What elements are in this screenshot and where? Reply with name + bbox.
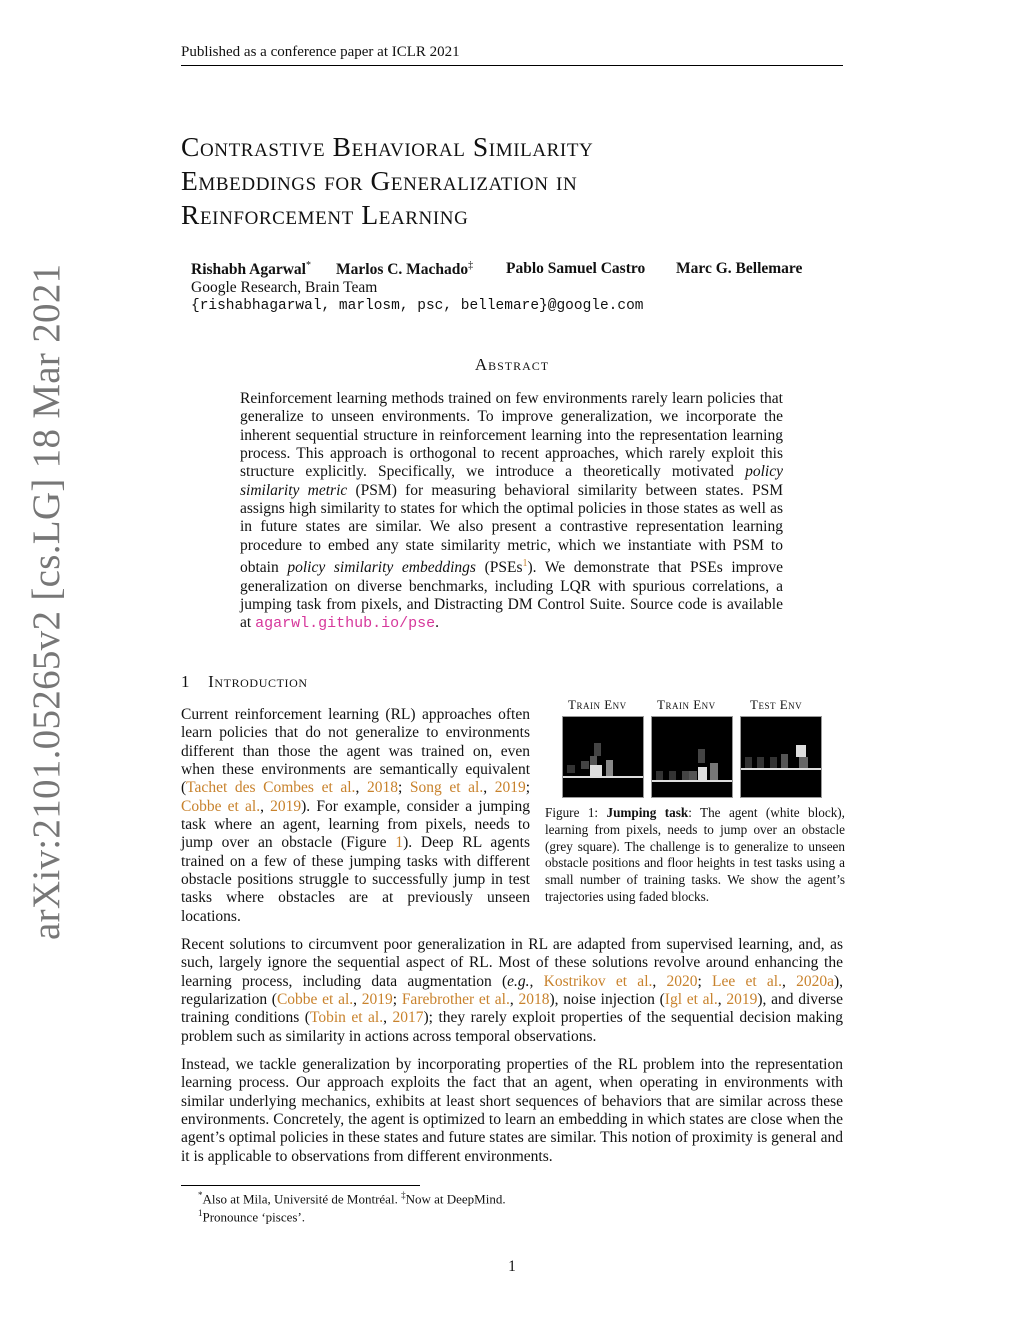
footnote-1: *Also at Mila, Université de Montréal. ‡Now at DeepMind. xyxy=(198,1190,506,1207)
citation-year[interactable]: 2017 xyxy=(392,1009,424,1027)
affiliation: Google Research, Brain Team xyxy=(191,279,378,296)
test-env-image xyxy=(741,717,821,797)
citation-year[interactable]: 2019 xyxy=(494,779,526,797)
intro-paragraph-1: Current reinforcement learning (RL) approaches often learn policies that do not generalize to environments different than those the agent was trained on, even when these environments are semantically equivalent (Tachet des Combes et al., 2018; Song et al., 2019; Cobbe et al., 2019). For example, consider a jumping task where an agent, learning from pixels, needs to jump over an obstacle (Figure 1). Deep RL agents trained on a few of these jumping tasks with different obstacle positions struggle to successfully jump in test tasks where obstacles are at previously unseen locations. xyxy=(181,706,531,925)
trajectory-block xyxy=(682,771,689,780)
citation[interactable]: Tobin et al. xyxy=(309,1009,384,1027)
footnote-rule xyxy=(181,1185,420,1186)
figure-label-train-2: Train Env xyxy=(657,697,716,712)
trajectory-block xyxy=(656,771,663,780)
intro-paragraph-2: Recent solutions to circumvent poor generalization in RL are adapted from supervised learning, and, as such, largely ignore the sequential aspect of RL. Most of these solutions revolve around enhancing the learning process, including data augmentation (e.g., Kostrikov et al., 2020; Lee et al., 2020a), regularization (Cobbe et al., 2019; Farebrother et al., 2018), noise injection (Igl et al., 2019), and diverse training conditions (Tobin et al., 2017); they rarely exploit properties of the sequential decision making problem such as similarity in actions across temporal observations. xyxy=(181,936,844,1045)
citation[interactable]: Tachet des Combes et al. xyxy=(186,779,356,797)
trajectory-block xyxy=(669,771,676,780)
citation[interactable]: Farebrother et al. xyxy=(401,991,510,1009)
trajectory-block xyxy=(770,757,777,768)
agent-block xyxy=(590,765,602,776)
header-rule xyxy=(181,65,843,66)
floor-line xyxy=(741,768,821,770)
citation-year[interactable]: 2019 xyxy=(270,797,302,815)
abstract-heading: Abstract xyxy=(474,355,550,374)
figure-label-test: Test Env xyxy=(750,697,803,712)
page-number: 1 xyxy=(508,1258,516,1275)
obstacle-block xyxy=(710,763,718,780)
trajectory-block xyxy=(781,754,788,768)
title-line-2: Embeddings for Generalization in xyxy=(181,165,578,196)
footnote-ref[interactable]: 1 xyxy=(522,558,528,570)
obstacle-block xyxy=(606,760,613,776)
section-heading: 1 Introduction xyxy=(181,672,308,691)
author-4: Marc G. Bellemare xyxy=(676,260,803,277)
author-2: Marlos C. Machado‡ xyxy=(336,260,474,279)
trajectory-block xyxy=(698,749,705,763)
trajectory-block xyxy=(590,756,597,766)
citation-year[interactable]: 2020a xyxy=(796,972,834,990)
footnote-2: $^1$Pronounce ‘pisces’. xyxy=(198,1208,306,1225)
citation[interactable]: Cobbe et al. xyxy=(276,991,354,1009)
intro-paragraph-3: Instead, we tackle generalization by incorporating properties of the RL problem into the representation learning process. Our approach exploits the fact that an agent, when operating in environments with similar underlying mechanics, exhibits at least short sequences of behaviors that are similar across these environments. Concretely, the agent is optimized to learn an embedding in which states are close when the agent’s optimal policies in these states and future states are similar. This notion of proximity is general and it is applicable to observations from different environments. xyxy=(181,1056,843,1165)
figure-label-train-1: Train Env xyxy=(568,697,627,712)
trajectory-block xyxy=(567,765,575,773)
citation-year[interactable]: 2018 xyxy=(518,991,550,1009)
citation[interactable]: Cobbe et al. xyxy=(181,797,261,815)
arxiv-stamp: arXiv:2101.05265v2 [cs.LG] 18 Mar 2021 xyxy=(25,263,68,940)
citation-year[interactable]: 2018 xyxy=(366,779,398,797)
abstract-body: Reinforcement learning methods trained on few environments rarely learn policies that generalize to unseen environments. To improve generalization, we incorporate the inherent sequential structure in reinforcement learning into the representation learning process. This approach is orthogonal to recent approaches, which rarely exploit this structure explicitly. Specifically, we introduce a theoretically motivated policy similarity metric (PSM) for measuring behavioral similarity between states. PSM assigns high similarity to states for which the optimal policies in those states as well as in future states are similar. We also present a contrastive representation learning procedure to embed any state similarity metric, which we instantiate with PSM to obtain policy similarity embeddings (PSEs$^1$). We demonstrate that PSEs improve generalization on diverse benchmarks, including LQR with spurious correlations, a jumping task from pixels, and Distracting DM Control Suite. Source code is available at agarwl.github.io/pse. xyxy=(240,390,783,633)
trajectory-block xyxy=(581,761,589,769)
trajectory-block xyxy=(745,757,752,768)
code-link[interactable]: agarwl.github.io/pse xyxy=(255,615,436,633)
agent-block xyxy=(796,745,806,757)
trajectory-block xyxy=(689,771,697,780)
trajectory-block xyxy=(594,743,601,756)
running-header: Published as a conference paper at ICLR 2021 xyxy=(181,44,460,60)
author-3: Pablo Samuel Castro xyxy=(506,260,646,277)
citation[interactable]: Song et al. xyxy=(409,779,484,797)
citation[interactable]: Lee et al. xyxy=(712,972,782,990)
test-env-panel xyxy=(740,716,822,798)
title-line-3: Reinforcement Learning xyxy=(181,199,469,230)
citation-year[interactable]: 2019 xyxy=(726,991,758,1009)
floor-line xyxy=(652,780,732,782)
agent-block xyxy=(698,767,707,780)
train-env-2-image xyxy=(652,717,732,797)
paper-title xyxy=(181,130,843,232)
obstacle-block xyxy=(799,757,808,768)
train-env-1-image xyxy=(563,717,643,797)
trajectory-block xyxy=(757,757,764,768)
floor-line xyxy=(563,776,643,778)
citation[interactable]: Kostrikov et al. xyxy=(543,972,653,990)
figure-caption: Figure 1: Jumping task: The agent (white block), learning from pixels, needs to jump over an obstacle (grey square). The challenge is to generalize to unseen obstacle positions and floor heights in test tasks using a small number of training tasks. We show the agent’s trajectories using faded blocks. xyxy=(545,805,845,904)
author-emails: {rishabhagarwal, marlosm, psc, bellemare}@google.com xyxy=(191,298,644,314)
citation-year[interactable]: 2020 xyxy=(666,972,698,990)
train-env-panel-2 xyxy=(651,716,733,798)
citation-year[interactable]: 2019 xyxy=(361,991,393,1009)
author-1: Rishabh Agarwal* xyxy=(191,260,311,279)
figure-ref[interactable]: 1 xyxy=(395,834,404,852)
title-line-1: Contrastive Behavioral Similarity xyxy=(181,131,594,162)
citation[interactable]: Igl et al. xyxy=(664,991,718,1009)
train-env-panel-1 xyxy=(562,716,644,798)
